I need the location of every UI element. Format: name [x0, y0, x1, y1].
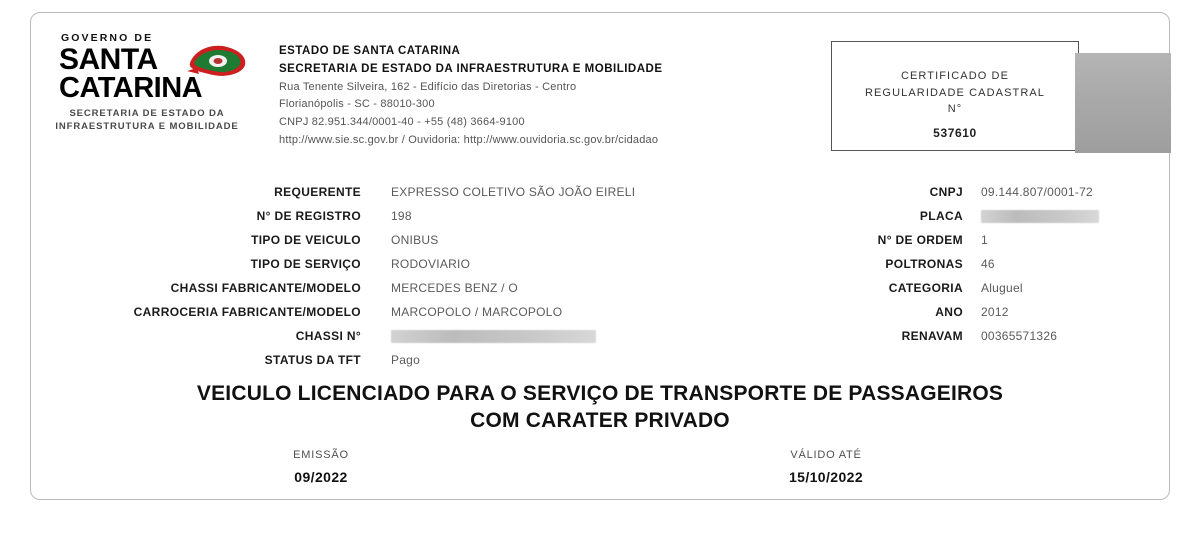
field-value-poltronas: 46 — [981, 257, 995, 271]
field-row — [31, 257, 791, 281]
field-row — [31, 305, 791, 329]
org-sites-line: http://www.sie.sc.gov.br / Ouvidoria: http://www.ouvidoria.sc.gov.br/cidadao — [279, 134, 659, 147]
declaration-line-2: COM CARATER PRIVADO — [470, 408, 730, 432]
dates-block — [31, 449, 1169, 499]
field-label-carroceria-fabricante: CARROCERIA FABRICANTE/MODELO — [133, 305, 361, 319]
valid-until-label: VÁLIDO ATÉ — [790, 449, 862, 461]
valid-until-column — [731, 449, 921, 485]
org-secretaria-line: SECRETARIA DE ESTADO DA INFRAESTRUTURA E MOBILIDADE — [279, 62, 663, 75]
table-row — [821, 257, 1171, 281]
field-row — [31, 281, 791, 305]
field-label-categoria: CATEGORIA — [888, 281, 963, 295]
field-value-chassi-fabricante: MERCEDES BENZ / O — [391, 281, 518, 295]
valid-until-value: 15/10/2022 — [788, 469, 864, 485]
field-row — [31, 329, 791, 353]
certificate-number-label: N° — [947, 103, 963, 115]
field-label-requerente: REQUERENTE — [274, 185, 361, 199]
organization-block — [279, 43, 809, 150]
government-logo — [47, 33, 247, 134]
field-value-requerente: EXPRESSO COLETIVO SÃO JOÃO EIRELI — [391, 185, 636, 199]
santa-catarina-flag-icon — [187, 41, 249, 81]
field-label-chassi-fabricante: CHASSI FABRICANTE/MODELO — [170, 281, 361, 295]
certificate-number-box — [831, 41, 1079, 151]
field-row — [31, 233, 791, 257]
table-row — [821, 329, 1171, 353]
field-value-cnpj: 09.144.807/0001-72 — [981, 185, 1093, 199]
emission-date-label: EMISSÃO — [293, 449, 349, 461]
field-value-chassi-numero — [391, 329, 596, 343]
org-cnpj-phone-line: CNPJ 82.951.344/0001-40 - +55 (48) 3664-9100 — [279, 116, 525, 129]
document-header — [31, 13, 1169, 173]
redacted-code-block — [1075, 53, 1171, 153]
certificate-title-line-1: CERTIFICADO DE — [900, 70, 1010, 82]
field-label-status-tft: STATUS DA TFT — [264, 353, 361, 367]
field-row — [31, 353, 791, 377]
certificate-number-value: 537610 — [933, 125, 977, 140]
org-city-line: Florianópolis - SC - 88010-300 — [279, 98, 435, 111]
field-row — [31, 209, 791, 233]
field-value-tipo-veiculo: ONIBUS — [391, 233, 439, 247]
declaration-line-1: VEICULO LICENCIADO PARA O SERVIÇO DE TRANSPORTE DE PASSAGEIROS — [196, 382, 1004, 405]
org-address-line: Rua Tenente Silveira, 162 - Edifício das Diretorias - Centro — [279, 80, 577, 93]
field-label-numero-registro: N° DE REGISTRO — [256, 209, 361, 223]
field-value-placa — [981, 209, 1099, 223]
emission-date-value: 09/2022 — [294, 469, 348, 485]
logo-state-line-1: SANTA — [59, 42, 158, 76]
field-value-ano: 2012 — [981, 305, 1009, 319]
field-value-tipo-servico: RODOVIARIO — [391, 257, 471, 271]
table-row — [821, 305, 1171, 329]
table-row — [821, 209, 1171, 233]
field-value-numero-registro: 198 — [391, 209, 412, 223]
field-row — [31, 185, 791, 209]
fields-right-column — [821, 185, 1171, 353]
certificate-card — [30, 12, 1170, 500]
field-value-status-tft: Pago — [391, 353, 421, 367]
table-row — [821, 233, 1171, 257]
logo-state-line-2: CATARINA — [59, 71, 203, 104]
org-state-line: ESTADO DE SANTA CATARINA — [279, 45, 461, 57]
field-value-categoria: Aluguel — [981, 281, 1023, 295]
logo-secretaria-label: SECRETARIA DE ESTADO DA INFRAESTRUTURA E MOBILIDADE — [55, 108, 239, 133]
emission-date-column — [226, 449, 416, 485]
field-label-chassi-numero: CHASSI N° — [295, 329, 361, 343]
field-label-cnpj: CNPJ — [929, 185, 963, 199]
field-value-renavam: 00365571326 — [981, 329, 1058, 343]
field-label-placa: PLACA — [919, 209, 963, 223]
logo-state-name — [47, 42, 247, 104]
table-row — [821, 281, 1171, 305]
field-label-poltronas: POLTRONAS — [885, 257, 963, 271]
field-value-numero-ordem: 1 — [981, 233, 988, 247]
table-row — [821, 185, 1171, 209]
redaction-bar-placa — [981, 210, 1099, 223]
field-label-tipo-veiculo: TIPO DE VEICULO — [251, 233, 361, 247]
field-value-carroceria-fabricante: MARCOPOLO / MARCOPOLO — [391, 305, 563, 319]
field-label-tipo-servico: TIPO DE SERVIÇO — [250, 257, 361, 271]
certificate-title-line-2: REGULARIDADE CADASTRAL — [864, 86, 1046, 99]
field-label-renavam: RENAVAM — [901, 329, 963, 343]
declaration-block — [31, 381, 1169, 435]
field-label-ano: ANO — [935, 305, 963, 319]
fields-left-column — [31, 185, 791, 377]
logo-government-label: GOVERNO DE — [61, 32, 154, 44]
field-label-numero-ordem: N° DE ORDEM — [877, 233, 963, 247]
redaction-bar-chassi — [391, 330, 596, 343]
